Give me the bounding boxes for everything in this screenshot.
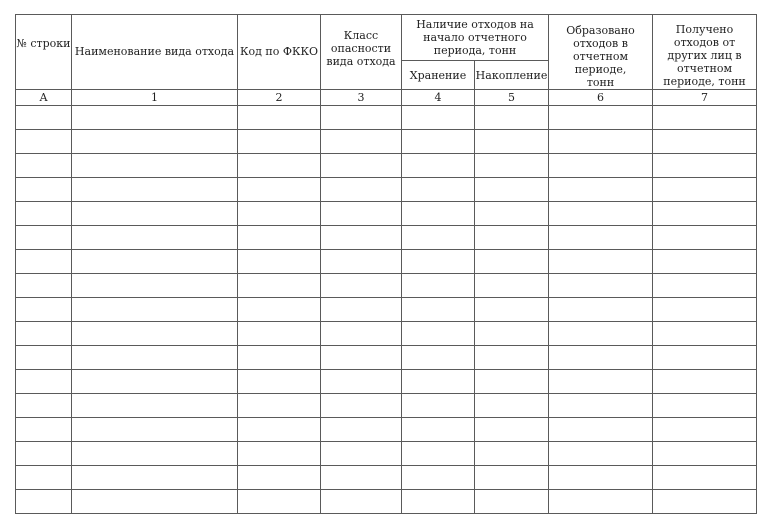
table-cell[interactable] <box>653 466 757 490</box>
table-cell[interactable] <box>549 466 653 490</box>
table-cell[interactable] <box>653 130 757 154</box>
table-cell[interactable] <box>321 154 402 178</box>
table-cell[interactable] <box>475 394 549 418</box>
table-cell[interactable] <box>321 466 402 490</box>
table-cell[interactable] <box>653 394 757 418</box>
table-cell[interactable] <box>549 178 653 202</box>
table-cell[interactable] <box>321 250 402 274</box>
table-row <box>16 226 757 250</box>
table-cell[interactable] <box>549 250 653 274</box>
table-cell[interactable] <box>238 466 321 490</box>
table-cell[interactable] <box>475 202 549 226</box>
table-cell[interactable] <box>475 106 549 130</box>
column-index-cell: 5 <box>475 90 549 106</box>
table-cell[interactable] <box>402 418 475 442</box>
table-cell[interactable] <box>238 346 321 370</box>
table-cell[interactable] <box>238 370 321 394</box>
table-cell[interactable] <box>238 250 321 274</box>
table-cell[interactable] <box>72 250 238 274</box>
table-cell[interactable] <box>72 274 238 298</box>
table-cell[interactable] <box>16 490 72 514</box>
column-index-cell: 4 <box>402 90 475 106</box>
table-cell[interactable] <box>16 394 72 418</box>
table-cell[interactable] <box>475 178 549 202</box>
table-cell[interactable] <box>549 370 653 394</box>
table-cell[interactable] <box>475 442 549 466</box>
table-cell[interactable] <box>238 418 321 442</box>
table-cell[interactable] <box>321 418 402 442</box>
table-cell[interactable] <box>653 202 757 226</box>
table-cell[interactable] <box>653 490 757 514</box>
table-cell[interactable] <box>402 130 475 154</box>
table-cell[interactable] <box>16 442 72 466</box>
table-row <box>16 298 757 322</box>
table-cell[interactable] <box>549 106 653 130</box>
table-cell[interactable] <box>653 418 757 442</box>
table-cell[interactable] <box>321 202 402 226</box>
column-index-cell: 7 <box>653 90 757 106</box>
table-cell[interactable] <box>402 226 475 250</box>
table-cell[interactable] <box>402 154 475 178</box>
table-cell[interactable] <box>653 226 757 250</box>
table-row <box>16 130 757 154</box>
table-cell[interactable] <box>238 490 321 514</box>
table-cell[interactable] <box>475 226 549 250</box>
table-cell[interactable] <box>16 322 72 346</box>
table-cell[interactable] <box>321 298 402 322</box>
table-cell[interactable] <box>238 178 321 202</box>
table-cell[interactable] <box>549 298 653 322</box>
table-cell[interactable] <box>549 322 653 346</box>
table-cell[interactable] <box>16 370 72 394</box>
table-cell[interactable] <box>321 274 402 298</box>
table-cell[interactable] <box>402 442 475 466</box>
table-cell[interactable] <box>72 154 238 178</box>
table-row <box>16 490 757 514</box>
table-cell[interactable] <box>16 298 72 322</box>
table-cell[interactable] <box>475 418 549 442</box>
table-cell[interactable] <box>653 106 757 130</box>
table-cell[interactable] <box>72 322 238 346</box>
table-cell[interactable] <box>402 298 475 322</box>
table-cell[interactable] <box>72 490 238 514</box>
table-row <box>16 466 757 490</box>
table-cell[interactable] <box>72 106 238 130</box>
table-cell[interactable] <box>238 298 321 322</box>
table-cell[interactable] <box>653 274 757 298</box>
column-index-cell: 6 <box>549 90 653 106</box>
table-cell[interactable] <box>238 130 321 154</box>
header-storage: Хранение <box>402 61 475 90</box>
table-cell[interactable] <box>321 106 402 130</box>
table-row <box>16 394 757 418</box>
table-row <box>16 322 757 346</box>
table-cell[interactable] <box>402 394 475 418</box>
table-cell[interactable] <box>402 370 475 394</box>
header-waste-name: Наименование вида отхода <box>72 15 238 90</box>
table-cell[interactable] <box>16 106 72 130</box>
table-cell[interactable] <box>16 226 72 250</box>
table-cell[interactable] <box>238 442 321 466</box>
table-cell[interactable] <box>72 178 238 202</box>
table-cell[interactable] <box>475 130 549 154</box>
column-index-cell: 1 <box>72 90 238 106</box>
header-received: Получено отходов от других лиц в отчетном периоде, тонн <box>653 15 757 90</box>
table-cell[interactable] <box>16 178 72 202</box>
table-cell[interactable] <box>72 442 238 466</box>
table-cell[interactable] <box>549 346 653 370</box>
header-stock-group: Наличие отходов на начало отчетного периода, тонн <box>402 15 549 61</box>
column-index-cell: А <box>16 90 72 106</box>
table-cell[interactable] <box>475 154 549 178</box>
table-cell[interactable] <box>549 226 653 250</box>
table-cell[interactable] <box>653 250 757 274</box>
table-cell[interactable] <box>321 370 402 394</box>
table-cell[interactable] <box>238 202 321 226</box>
table-cell[interactable] <box>653 298 757 322</box>
table-cell[interactable] <box>238 274 321 298</box>
table-row <box>16 418 757 442</box>
table-cell[interactable] <box>72 370 238 394</box>
table-cell[interactable] <box>653 346 757 370</box>
table-cell[interactable] <box>238 394 321 418</box>
table-cell[interactable] <box>549 490 653 514</box>
header-accumulation: Накопление <box>475 61 549 90</box>
table-cell[interactable] <box>653 370 757 394</box>
table-cell[interactable] <box>321 490 402 514</box>
table-cell[interactable] <box>321 130 402 154</box>
table-cell[interactable] <box>72 418 238 442</box>
table-row <box>16 250 757 274</box>
table-cell[interactable] <box>475 322 549 346</box>
table-cell[interactable] <box>16 154 72 178</box>
table-cell[interactable] <box>72 298 238 322</box>
table-cell[interactable] <box>549 202 653 226</box>
table-cell[interactable] <box>402 250 475 274</box>
table-cell[interactable] <box>321 226 402 250</box>
table-cell[interactable] <box>16 346 72 370</box>
table-cell[interactable] <box>72 346 238 370</box>
table-cell[interactable] <box>238 106 321 130</box>
table-cell[interactable] <box>402 202 475 226</box>
table-cell[interactable] <box>475 370 549 394</box>
column-index-row <box>16 90 757 106</box>
table-cell[interactable] <box>238 322 321 346</box>
table-cell[interactable] <box>72 466 238 490</box>
table-cell[interactable] <box>475 346 549 370</box>
header-generated: Образовано отходов в отчетном периоде, тонн <box>549 15 653 90</box>
table-row <box>16 370 757 394</box>
table-cell[interactable] <box>238 226 321 250</box>
table-cell[interactable] <box>402 178 475 202</box>
table-row <box>16 202 757 226</box>
table-body <box>16 106 757 514</box>
table-row <box>16 106 757 130</box>
column-index-cell: 3 <box>321 90 402 106</box>
table-cell[interactable] <box>402 322 475 346</box>
table-row <box>16 178 757 202</box>
table-cell[interactable] <box>72 202 238 226</box>
table-cell[interactable] <box>321 178 402 202</box>
table-cell[interactable] <box>402 346 475 370</box>
table-cell[interactable] <box>549 442 653 466</box>
table-cell[interactable] <box>402 274 475 298</box>
table-cell[interactable] <box>549 418 653 442</box>
table-cell[interactable] <box>475 274 549 298</box>
table-cell[interactable] <box>653 154 757 178</box>
table-cell[interactable] <box>549 154 653 178</box>
table-cell[interactable] <box>549 130 653 154</box>
table-cell[interactable] <box>475 490 549 514</box>
table-cell[interactable] <box>321 394 402 418</box>
table-cell[interactable] <box>72 226 238 250</box>
waste-form-table <box>15 14 757 514</box>
table-cell[interactable] <box>16 202 72 226</box>
table-cell[interactable] <box>402 490 475 514</box>
table-row <box>16 274 757 298</box>
table-cell[interactable] <box>16 274 72 298</box>
table-cell[interactable] <box>321 442 402 466</box>
table-cell[interactable] <box>238 154 321 178</box>
table-cell[interactable] <box>653 442 757 466</box>
table-cell[interactable] <box>321 322 402 346</box>
header-row-number: № строки <box>16 15 72 90</box>
header-fkko-code: Код по ФККО <box>238 15 321 90</box>
table-row <box>16 442 757 466</box>
table-cell[interactable] <box>475 466 549 490</box>
table-cell[interactable] <box>653 322 757 346</box>
table-cell[interactable] <box>321 346 402 370</box>
column-index-cell: 2 <box>238 90 321 106</box>
table-cell[interactable] <box>16 130 72 154</box>
table-cell[interactable] <box>72 130 238 154</box>
table-cell[interactable] <box>475 250 549 274</box>
table-cell[interactable] <box>72 394 238 418</box>
table-row <box>16 154 757 178</box>
table-row <box>16 346 757 370</box>
table-cell[interactable] <box>475 298 549 322</box>
table-cell[interactable] <box>16 250 72 274</box>
table-cell[interactable] <box>653 178 757 202</box>
header-hazard-class: Класс опасности вида отхода <box>321 15 402 90</box>
table-cell[interactable] <box>16 466 72 490</box>
table-cell[interactable] <box>402 106 475 130</box>
table-cell[interactable] <box>549 394 653 418</box>
table-cell[interactable] <box>402 466 475 490</box>
table-cell[interactable] <box>16 418 72 442</box>
table-cell[interactable] <box>549 274 653 298</box>
